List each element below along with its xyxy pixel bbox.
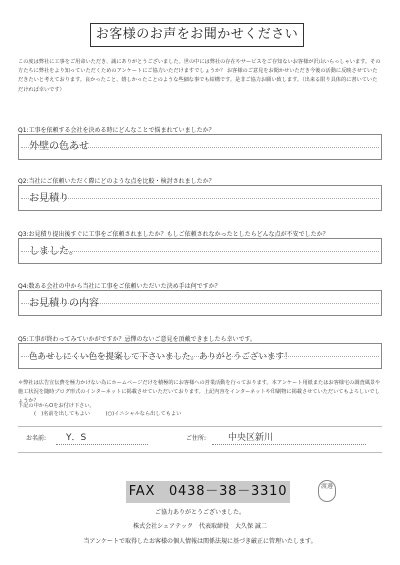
question-2-answer-box[interactable] xyxy=(18,185,382,211)
privacy-notice: 当アンケートで取得したお客様の個人情報は関係法規に基づき厳正に管理いたします。 xyxy=(83,538,317,545)
consent-prompt: 下記の中からOをお付け下さい。 xyxy=(18,403,95,409)
question-4-label: Q4:数ある会社の中から当社に工事をご依頼いただいた決め手は何ですか？ xyxy=(18,283,221,290)
hanko-stamp: 渡邊 xyxy=(318,480,336,502)
name-label: お名前: xyxy=(26,435,47,442)
question-5-answer: 色あせしにくい色を提案して下さいました。ありがとうございます！ xyxy=(29,352,293,362)
answer-guide-line xyxy=(21,198,379,199)
question-5-answer-box[interactable] xyxy=(18,343,382,369)
question-1-label: Q1:工事を依頼する会社を決める時にどんなことで悩まれていましたか？ xyxy=(18,127,215,134)
question-4-answer-box[interactable] xyxy=(18,290,382,316)
question-3-answer: しました。 xyxy=(29,246,79,257)
question-2-answer: お見積り xyxy=(29,193,69,204)
name-value: Y．S xyxy=(66,433,87,443)
name-underline xyxy=(56,444,148,445)
consent-choices xyxy=(34,410,195,417)
question-1-answer: 外壁の色あせ xyxy=(29,141,89,152)
question-3-answer-box[interactable] xyxy=(18,238,382,264)
company-name: 株式会社シェアテック 代表取締役 大久保 誠二 xyxy=(133,523,267,530)
divider xyxy=(18,452,382,453)
fax-number: FAX 0438－38－3310 xyxy=(126,481,290,503)
question-3-label: Q3:お見積り提出後すぐに工事をご依頼されましたか？もしご依頼されなかったとしたらどんな点が不安でしたか？ xyxy=(18,231,329,238)
question-1-answer-box[interactable] xyxy=(18,134,382,160)
address-label: ご住所: xyxy=(186,435,207,442)
publication-note: ＊弊社は広告宣伝費を極力かけない為にホームページだけを積極的にお客様への営業活動を行っております。本アンケート用紙またはお客様宅の調査風景や施工状況を随時ブログ形式のインターネットに掲載させていただいております。上記内容をインターネットや印刷物に掲載させていただいてもよろしいでしょうか？ xyxy=(18,380,381,405)
divider xyxy=(18,426,382,427)
thanks-text: ご協力ありがとうございました。 xyxy=(154,509,245,516)
question-4-answer: お見積りの内容 xyxy=(29,298,99,309)
choice-full-name[interactable]: ( )名前を出してもよい xyxy=(34,411,90,417)
choice-initials[interactable]: (○)イニシャルなら出してもよい xyxy=(105,411,182,417)
page-title: お客様のお声をお聞かせください xyxy=(90,23,304,47)
address-value: 中央区新川 xyxy=(228,433,274,443)
intro-text: この度は弊社に工事をご用命いただき、誠にありがとうございました。世の中には弊社の存在やサービスをご存知ないお客様が沢山いらっしゃいます。その方たちに弊社をより知っていただくためのアンケートにご協力いただけますでしょうか？ お客様のご意見をお聞かせいただき今後の活動に反映させていただきたいと考えております。良かったこと、嬉しかったことのような些細な事でも結構です。是非ご協力お願い致します。（出来る限り具体的に書いていただければ幸いです） xyxy=(18,59,381,93)
question-2-label: Q2:当社にご依頼いただく際にどのような点を比較・検討されましたか？ xyxy=(18,178,215,185)
address-underline xyxy=(212,444,366,445)
question-5-label: Q5:工事が終わってみていかがですか？忌憚のないご意見を頂戴できましたら幸いです。 xyxy=(18,336,257,343)
